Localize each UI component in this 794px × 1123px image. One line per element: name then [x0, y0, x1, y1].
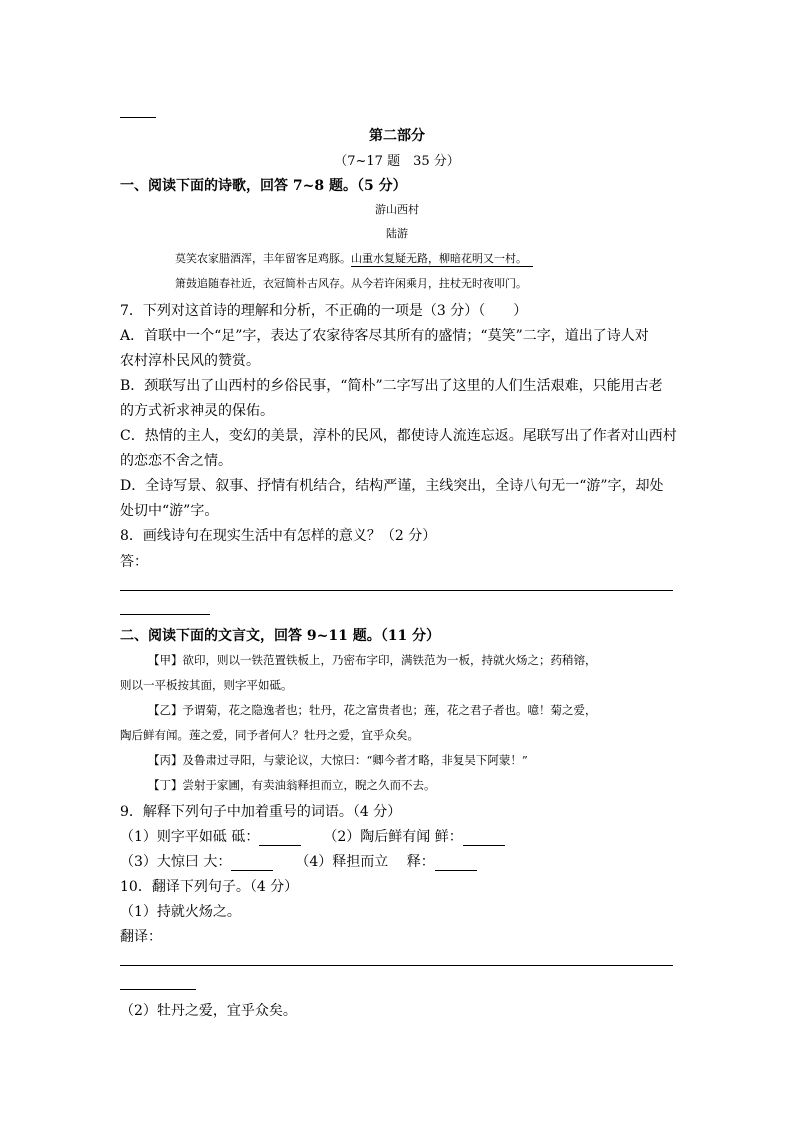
q9-item-4-label: （4）释担而立 释： — [295, 854, 435, 870]
q9-item-4-blank[interactable] — [435, 856, 477, 871]
q9-item-1-label: （1）则字平如砥 砥： — [120, 829, 260, 845]
passage-yi-line2: 陶后鲜有闻。莲之爱，同予者何人？牡丹之爱，宜乎众矣。 — [120, 728, 419, 742]
q8-answer-line[interactable] — [120, 590, 673, 591]
poem-line-1-text: 莫笑农家腊酒浑，丰年留客足鸡豚。 — [175, 252, 351, 265]
poem-line-1 — [175, 250, 533, 266]
passage-jia-line1: 【甲】欲印，则以一铁范置铁板上，乃密布字印，满铁范为一板，持就火炀之；药稍镕， — [148, 653, 597, 667]
q10-translate-label: 翻译： — [120, 929, 162, 945]
q7-option-d-line1: D．全诗写景、叙事、抒情有机结合，结构严谨，主线突出，全诗八句无一“游”字，却处 — [120, 478, 664, 494]
q9-item-3-blank[interactable] — [231, 856, 273, 871]
passage-ding: 【丁】尝射于家圃，有卖油翁释担而立，睨之久而不去。 — [148, 778, 436, 792]
q9-row-2 — [120, 851, 477, 871]
q9-row-1 — [120, 826, 505, 846]
q10-answer-line-short[interactable] — [120, 989, 196, 990]
poem-line-2: 箫鼓追随春社近，衣冠简朴古风存。从今若许闲乘月，拄杖无时夜叩门。 — [175, 277, 527, 290]
q7-option-d-line2: 处切中“游”字。 — [120, 503, 219, 519]
q9-item-1-blank[interactable] — [259, 831, 301, 846]
q8-stem: 8．画线诗句在现实生活中有怎样的意义？（2 分） — [120, 528, 437, 544]
q10-answer-line[interactable] — [120, 965, 673, 966]
q10-sentence-1: （1）持就火炀之。 — [120, 904, 241, 920]
poem-title: 游山西村 — [375, 203, 419, 216]
poem-author: 陆游 — [386, 227, 408, 240]
part-subtitle: （7~17 题 35 分） — [334, 154, 460, 169]
part-title: 第二部分 — [369, 128, 425, 144]
section1-heading: 一、阅读下面的诗歌，回答 7~8 题。（5 分） — [120, 178, 407, 194]
top-rule — [120, 117, 156, 118]
q9-stem: 9．解释下列句子中加着重号的词语。（4 分） — [120, 804, 402, 820]
passage-bing: 【丙】及鲁肃过寻阳，与蒙论议，大惊曰：“卿今者才略，非复吴下阿蒙！” — [148, 753, 528, 767]
q9-item-3-label: （3）大惊曰 大： — [120, 854, 232, 870]
section2-heading: 二、阅读下面的文言文，回答 9~11 题。（11 分） — [120, 628, 441, 644]
passage-yi-line1: 【乙】予谓菊，花之隐逸者也；牡丹，花之富贵者也；莲，花之君子者也。噫！菊之爱， — [148, 703, 597, 717]
q7-option-a-line2: 农村淳朴民风的赞赏。 — [120, 353, 260, 369]
q10-sentence-2: （2）牡丹之爱，宜乎众矣。 — [120, 1003, 297, 1019]
q8-answer-label: 答： — [120, 554, 148, 570]
poem-underlined-lines: 山重水复疑无路，柳暗花明又一村。 — [351, 252, 533, 267]
q7-option-b-line1: B．颈联写出了山西村的乡俗民事，“简朴”二字写出了这里的人们生活艰难，只能用古老 — [120, 378, 663, 394]
q7-option-c-line2: 的恋恋不舍之情。 — [120, 453, 232, 469]
q10-stem: 10．翻译下列句子。（4 分） — [120, 879, 299, 895]
passage-jia-line2: 则以一平板按其面，则字平如砥。 — [120, 678, 293, 692]
q9-item-2-blank[interactable] — [463, 831, 505, 846]
q7-option-c-line1: C．热情的主人，变幻的美景，淳朴的民风，都使诗人流连忘返。尾联写出了作者对山西村 — [120, 428, 677, 444]
q8-answer-line-short[interactable] — [120, 614, 210, 615]
q7-option-a-line1: A．首联中一个“足”字，表达了农家待客尽其所有的盛情；“莫笑”二字，道出了诗人对 — [120, 328, 649, 344]
q9-item-2-label: （2）陶后鲜有闻 鲜： — [323, 829, 463, 845]
q7-stem: 7．下列对这首诗的理解和分析，不正确的一项是（3 分）（ ） — [120, 303, 528, 319]
q7-option-b-line2: 的方式祈求神灵的保佑。 — [120, 403, 274, 419]
